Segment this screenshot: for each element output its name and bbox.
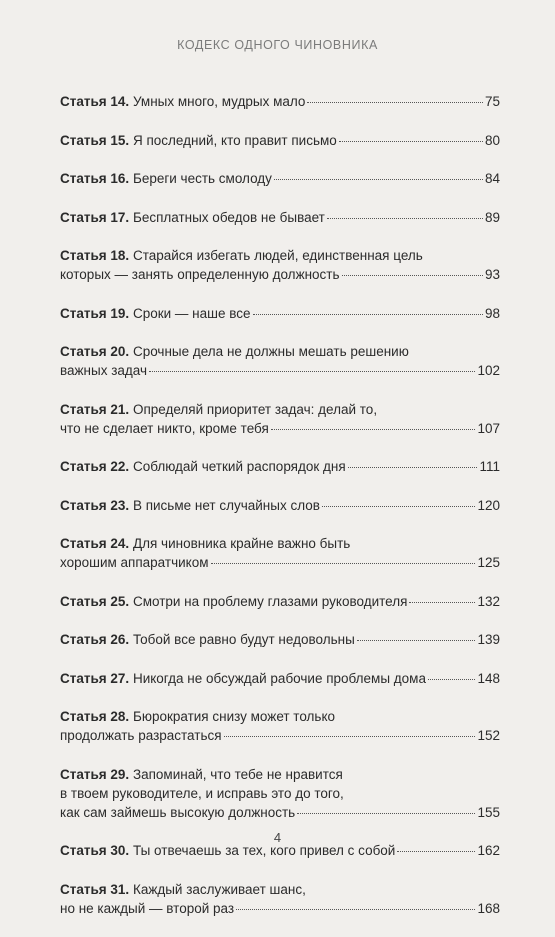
article-title: важных задач — [60, 363, 148, 378]
toc-entry — [60, 880, 500, 918]
article-number: Статья 22. — [60, 459, 130, 474]
article-title: Бюрократия снизу может только — [132, 709, 336, 724]
toc-entry-text — [60, 92, 305, 111]
toc-entry-line — [60, 899, 500, 918]
toc-entry-text — [60, 726, 222, 745]
toc-entry-line — [60, 880, 500, 899]
article-title: Запоминай, что тебе не нравится — [132, 766, 343, 782]
toc-entry-line — [60, 707, 500, 726]
dot-leader — [342, 275, 483, 276]
dot-leader — [409, 602, 475, 603]
page-ref: 80 — [484, 132, 500, 148]
page-ref: 102 — [477, 363, 500, 378]
article-title: хорошим аппаратчиком — [60, 555, 209, 570]
page-ref: 155 — [477, 804, 500, 820]
toc-entry — [60, 496, 500, 515]
toc-entry-text — [60, 400, 377, 419]
toc-entry-line — [60, 765, 500, 784]
toc-entry-line — [60, 534, 500, 553]
toc-entry-line — [60, 304, 500, 323]
article-number: Статья 25. — [60, 593, 130, 609]
running-header: КОДЕКС ОДНОГО ЧИНОВНИКА — [177, 38, 378, 52]
page-ref: 148 — [477, 670, 500, 686]
toc-entry — [60, 534, 500, 572]
toc-entry — [60, 630, 500, 649]
toc-entry-text — [60, 630, 355, 649]
toc-entry-text — [60, 534, 350, 553]
toc-entry-line — [60, 630, 500, 649]
toc-entry-line — [60, 419, 500, 438]
dot-leader — [307, 102, 483, 103]
table-of-contents — [60, 92, 500, 937]
article-title: Я последний, кто правит письмо — [132, 132, 337, 148]
page-ref: 75 — [484, 94, 500, 109]
article-title: Определяй приоритет задач: делай то, — [132, 401, 378, 417]
toc-entry-text — [60, 246, 423, 265]
article-number: Статья 16. — [60, 171, 130, 186]
toc-entry-line — [60, 669, 500, 688]
dot-leader — [236, 909, 475, 910]
toc-entry-line — [60, 361, 500, 380]
toc-entry — [60, 131, 500, 150]
page-ref: 84 — [484, 171, 500, 186]
article-number: Статья 23. — [60, 497, 130, 513]
toc-entry-text — [60, 208, 325, 227]
article-title: Для чиновника крайне важно быть — [132, 536, 351, 551]
toc-entry-line — [60, 400, 500, 419]
article-number: Статья 28. — [60, 709, 130, 724]
toc-entry-line — [60, 208, 500, 227]
page-ref: 93 — [484, 267, 500, 282]
page-ref: 168 — [477, 900, 500, 916]
toc-entry-text — [60, 131, 337, 150]
page-ref: 107 — [477, 420, 500, 436]
article-title: Тобой все равно будут недовольны — [132, 632, 355, 647]
article-title: Сроки — наше все — [132, 305, 251, 321]
article-title: но не каждый — второй раз — [60, 900, 235, 916]
toc-entry-text — [60, 669, 426, 688]
toc-entry — [60, 457, 500, 476]
toc-entry-text — [60, 496, 320, 515]
page-number: 4 — [273, 830, 282, 845]
toc-entry-line — [60, 457, 500, 476]
article-number: Статья 15. — [60, 132, 130, 148]
article-number: Статья 24. — [60, 536, 130, 551]
toc-entry-line — [60, 342, 500, 361]
toc-entry-line — [60, 803, 500, 822]
page-ref: 98 — [484, 305, 500, 321]
article-title: в твоем руководителе, и исправь это до того, — [60, 785, 344, 801]
article-number: Статья 26. — [60, 632, 130, 647]
article-number: Статья 20. — [60, 344, 130, 359]
toc-entry — [60, 707, 500, 745]
page-ref: 89 — [484, 209, 500, 225]
toc-entry-text — [60, 169, 272, 188]
dot-leader — [211, 563, 476, 564]
toc-entry-text — [60, 784, 344, 803]
article-number: Статья 30. — [60, 843, 130, 858]
toc-entry-text — [60, 553, 209, 572]
page-ref: 125 — [477, 555, 500, 570]
toc-entry-text — [60, 265, 340, 284]
article-title: что не сделает никто, кроме тебя — [60, 420, 269, 436]
dot-leader — [357, 640, 476, 641]
article-number: Статья 31. — [60, 881, 130, 897]
toc-entry — [60, 246, 500, 284]
toc-entry-text — [60, 419, 269, 438]
toc-entry-text — [60, 899, 234, 918]
toc-entry-text — [60, 803, 295, 822]
article-title: продолжать разрастаться — [60, 728, 222, 743]
toc-entry-line — [60, 169, 500, 188]
toc-entry — [60, 400, 500, 438]
toc-entry — [60, 342, 500, 380]
toc-entry-text — [60, 707, 335, 726]
toc-entry — [60, 592, 500, 611]
article-title: Смотри на проблему глазами руководителя — [132, 593, 408, 609]
page-ref: 152 — [477, 728, 500, 743]
toc-entry-line — [60, 592, 500, 611]
page-ref: 111 — [479, 459, 500, 474]
dot-leader — [339, 141, 483, 142]
toc-entry-line — [60, 246, 500, 265]
dot-leader — [322, 506, 476, 507]
toc-entry-text — [60, 342, 409, 361]
toc-entry-line — [60, 265, 500, 284]
toc-entry-line — [60, 553, 500, 572]
article-title: Умных много, мудрых мало — [132, 94, 306, 109]
toc-entry-text — [60, 592, 407, 611]
article-title: Береги честь смолоду — [132, 171, 272, 186]
dot-leader — [274, 179, 483, 180]
article-title: Бесплатных обедов не бывает — [132, 209, 325, 225]
dot-leader — [224, 736, 476, 737]
toc-entry-line — [60, 131, 500, 150]
article-number: Статья 29. — [60, 766, 130, 782]
article-title: В письме нет случайных слов — [132, 497, 320, 513]
toc-entry-text — [60, 457, 346, 476]
page-ref: 162 — [477, 843, 500, 858]
toc-entry-text — [60, 765, 343, 784]
page-ref: 120 — [477, 497, 500, 513]
toc-entry — [60, 765, 500, 822]
article-number: Статья 14. — [60, 94, 130, 109]
page-ref: 139 — [477, 632, 500, 647]
dot-leader — [428, 679, 476, 680]
article-title: Каждый заслуживает шанс, — [132, 881, 306, 897]
article-number: Статья 27. — [60, 670, 130, 686]
toc-entry-text — [60, 304, 251, 323]
dot-leader — [327, 218, 483, 219]
article-number: Статья 17. — [60, 209, 130, 225]
dot-leader — [271, 429, 476, 430]
article-number: Статья 18. — [60, 248, 130, 263]
article-title: как сам займешь высокую должность — [60, 804, 296, 820]
toc-entry-line — [60, 92, 500, 111]
article-number: Статья 19. — [60, 305, 130, 321]
toc-entry — [60, 169, 500, 188]
dot-leader — [397, 851, 475, 852]
dot-leader — [297, 813, 475, 814]
toc-entry-text — [60, 880, 306, 899]
dot-leader — [348, 467, 478, 468]
toc-entry-line — [60, 784, 500, 803]
toc-entry — [60, 304, 500, 323]
article-title: Старайся избегать людей, единственная цель — [132, 248, 423, 263]
page-ref: 132 — [477, 593, 500, 609]
toc-entry — [60, 669, 500, 688]
dot-leader — [253, 314, 483, 315]
toc-entry-line — [60, 496, 500, 515]
article-title: Никогда не обсуждай рабочие проблемы дома — [132, 670, 426, 686]
toc-entry — [60, 92, 500, 111]
article-title: Соблюдай четкий распорядок дня — [132, 459, 346, 474]
article-title: Срочные дела не должны мешать решению — [132, 344, 409, 359]
dot-leader — [149, 371, 475, 372]
toc-entry — [60, 208, 500, 227]
toc-entry-text — [60, 361, 147, 380]
article-number: Статья 21. — [60, 401, 130, 417]
article-title: которых — занять определенную должность — [60, 267, 340, 282]
article-title: Ты отвечаешь за тех, кого привел с собой — [132, 843, 396, 858]
toc-entry-line — [60, 726, 500, 745]
